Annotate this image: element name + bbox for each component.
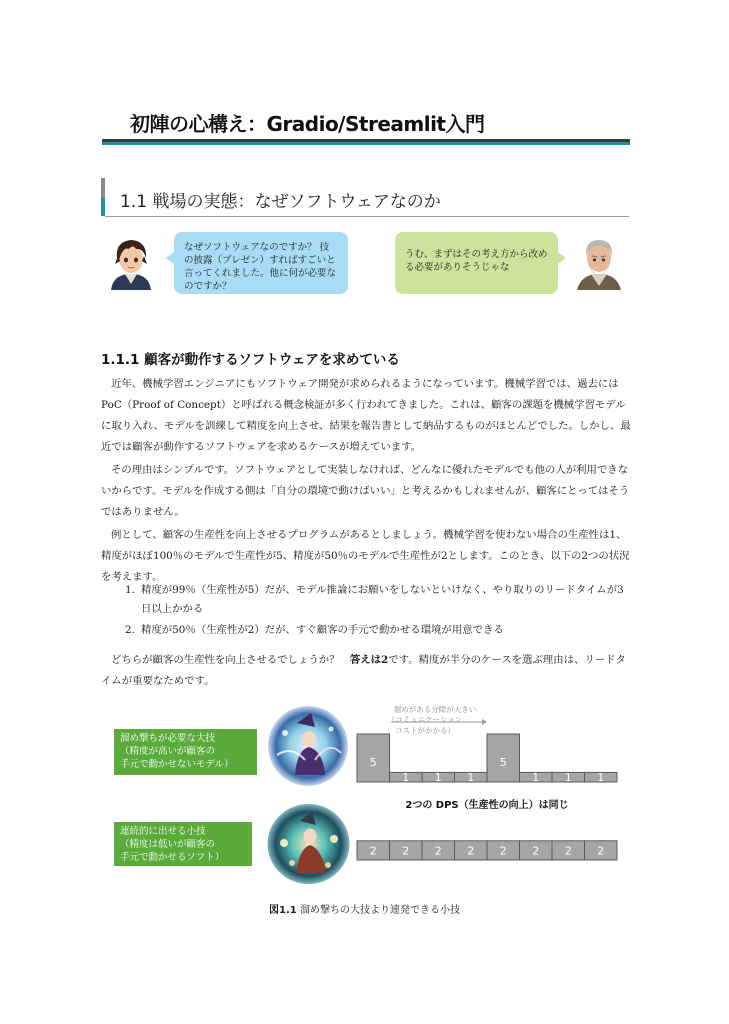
list-number: 1. [125, 584, 135, 596]
big-technique-timeline [357, 734, 617, 784]
small-technique-illustration [266, 803, 351, 885]
gap-note-line-2: （コミュニケーション [387, 715, 463, 724]
gap-note-line-3: コストがかかる） [395, 726, 455, 735]
small-technique-value-label: 2 [402, 844, 410, 858]
list-text: 精度が50％（生産性が2）だが、すぐ顧客の手元で動かせる環境が用意できる [141, 624, 504, 636]
section-rule [105, 216, 629, 217]
big-technique-value-label: 5 [369, 756, 377, 769]
big-technique-value-label: 5 [499, 756, 507, 769]
list-item [125, 581, 630, 619]
gap-arrow-head [482, 719, 487, 725]
small-technique-timeline [357, 841, 617, 860]
dps-timeline-figure [355, 700, 620, 870]
dps-summary: 2つの DPS（生産性の向上）は同じ [405, 800, 569, 811]
small-technique-value-label: 2 [434, 844, 442, 858]
caption-text: 溜め撃ちの大技より連発できる小技 [296, 905, 460, 916]
big-technique-label: 溜め撃ちが必要な大技 （精度が高いが顧客の 手元で動かせないモデル） [114, 729, 257, 775]
body-paragraph-4 [101, 650, 631, 692]
gap-annotation [388, 704, 487, 735]
big-technique-value-label: 1 [402, 771, 410, 785]
small-technique-label: 連続的に出せる小技 （精度は低いが顧客の 手元で動かせるソフト） [114, 822, 252, 866]
gap-note-line-1: 溜めがある分隙が大きい [393, 705, 477, 714]
big-technique-value-label: 1 [597, 771, 605, 785]
section-marker-accent [101, 198, 105, 216]
list-item [125, 621, 630, 640]
master-speech-bubble: うむ、まずはその考え方から改める必要がありそうじゃな [395, 232, 558, 294]
chapter-title: 初陣の心構え：Gradio/Streamlit入門 [130, 112, 485, 136]
body-paragraph-1: 近年、機械学習エンジニアにもソフトウェア開発が求められるようになっています。機械学習では、過去にはPoC（Proof of Concept）と呼ばれる概念検証が多く行われてきました。これは、顧客の課題を機械学習モデルに取り入れ、モデルを訓練して精度を向上させ、結果を報告書として納品するものがほとんどでした。しかし、最近では顧客が動作するソフトウェアを求めるケースが増えています。 [101, 378, 631, 453]
apprentice-avatar [103, 234, 159, 290]
chapter-rule-accent [102, 142, 630, 145]
small-technique-value-label: 2 [499, 844, 507, 858]
section-title: 1.1 戦場の実態：なぜソフトウェアなのか [120, 192, 441, 212]
small-technique-value-label: 2 [532, 844, 540, 858]
subsection-title: 1.1.1 顧客が動作するソフトウェアを求めている [101, 352, 400, 368]
body-paragraph-3: 例として、顧客の生産性を向上させるプログラムがあるとしましょう。機械学習を使わない場合の生産性は1、精度がほぼ100％のモデルで生産性が5、精度が50％のモデルで生産性が2とします。このとき、以下の2つの状況を考えます。 [101, 529, 630, 583]
caption-number: 図1.1 [269, 905, 297, 916]
small-technique-value-label: 2 [369, 844, 377, 858]
small-technique-value-label: 2 [467, 844, 475, 858]
big-technique-value-label: 1 [467, 771, 475, 785]
scenario-list [125, 581, 630, 640]
big-technique-illustration [267, 705, 349, 787]
small-technique-value-label: 2 [564, 844, 572, 858]
list-text: 精度が99％（生産性が5）だが、モデル推論にお願いをしないといけなく、やり取りのリードタイムが3日以上かかる [141, 584, 624, 615]
paragraph-lead: どちらが顧客の生産性を向上させるでしょうか？ [111, 654, 350, 666]
body-paragraph-2: その理由はシンプルです。ソフトウェアとして実装しなければ、どんなに優れたモデルでも他の人が利用できないからです。モデルを作成する側は「自分の環境で動けばいい」と考えるかもしれませんが、顧客にとってはそうではありません。 [101, 464, 630, 518]
list-number: 2. [125, 624, 135, 636]
apprentice-speech-bubble: なぜソフトウェアなのですか？ 技の披露（プレゼン）すればすごいと言ってくれました。他に何が必要なのですか？ [174, 232, 348, 294]
master-avatar [571, 234, 627, 290]
answer-highlight: 答えは2 [349, 654, 389, 666]
big-technique-value-label: 1 [434, 771, 442, 785]
figure-caption [0, 901, 729, 916]
paragraph-tail: です。精度が半分のケースを選ぶ理由は、リードタイムが重要なためです。 [101, 654, 626, 687]
big-technique-value-label: 1 [532, 771, 540, 785]
big-technique-value-label: 1 [564, 771, 572, 785]
small-technique-value-label: 2 [597, 844, 605, 858]
